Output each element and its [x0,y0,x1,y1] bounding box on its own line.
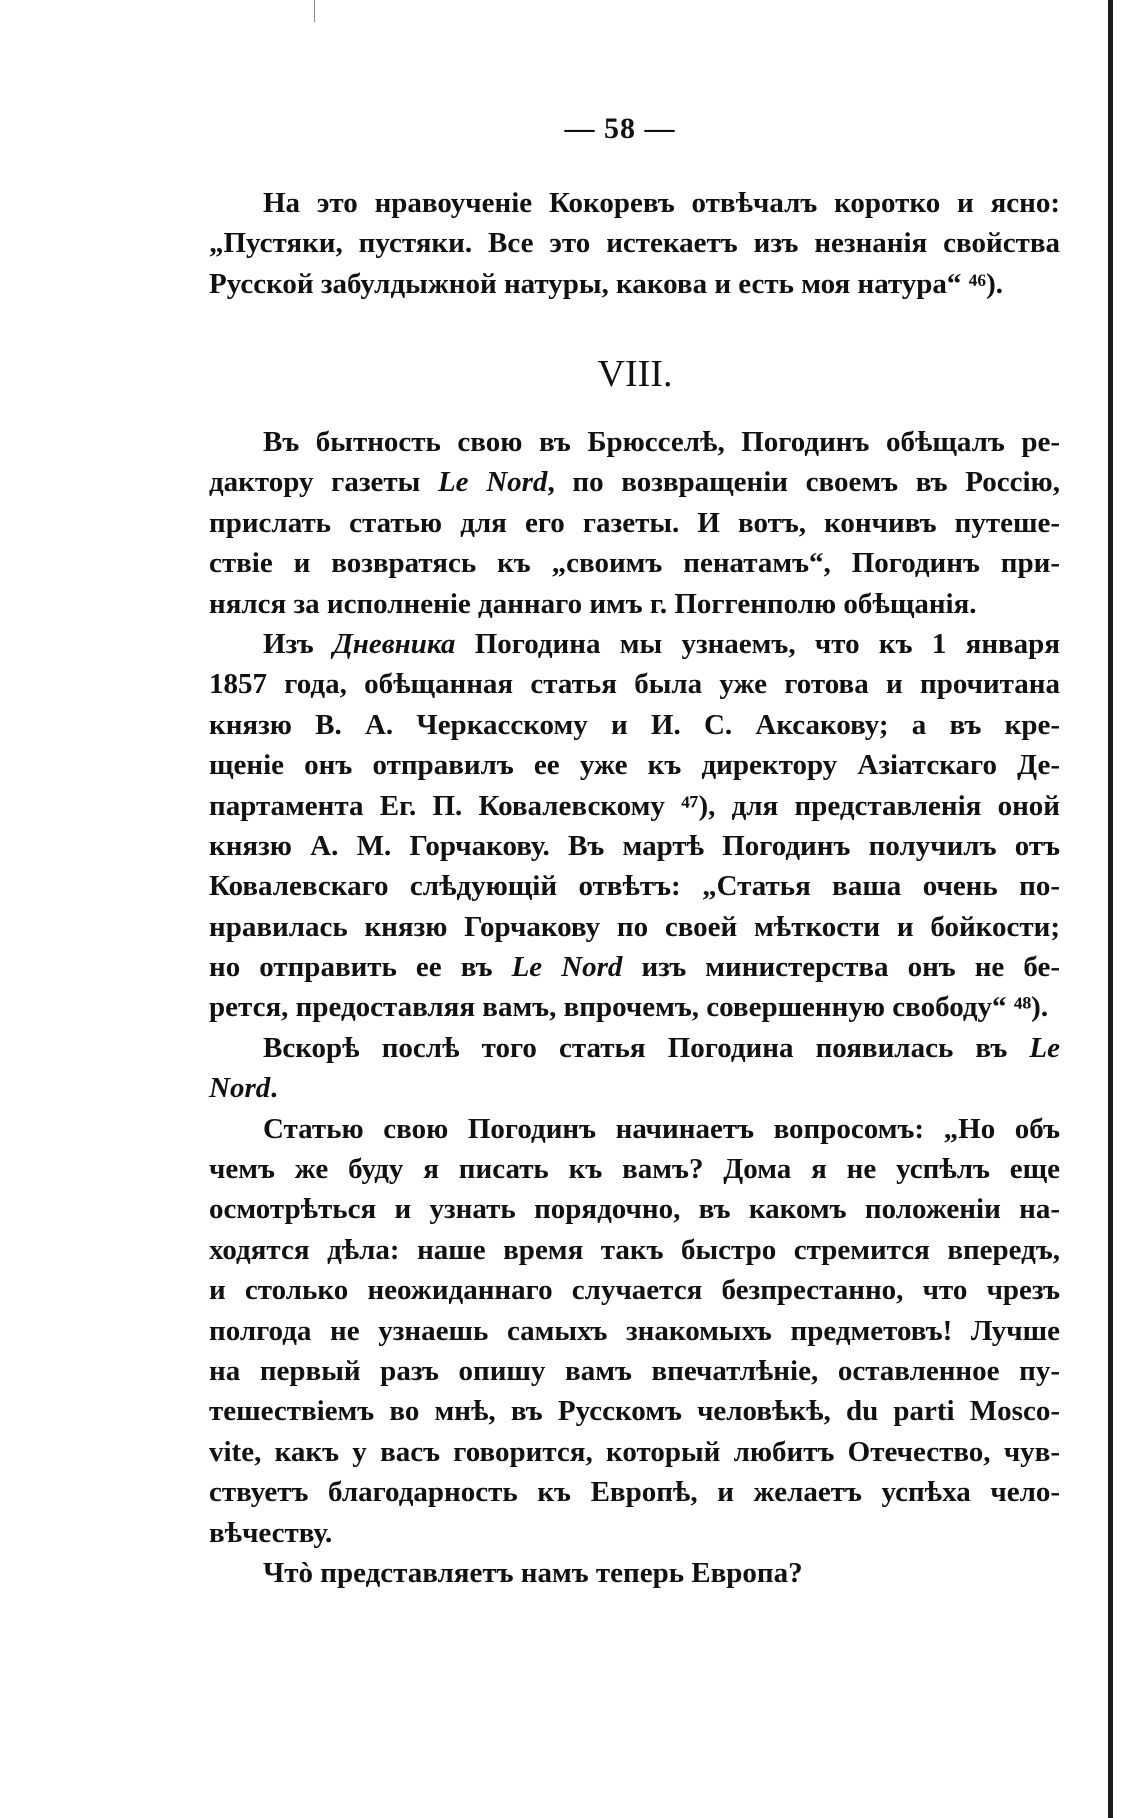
text-line: Чтò представляетъ намъ теперь Европа? [263,1556,803,1589]
italic-text: Nord [209,1072,271,1105]
text-line: чемъ же буду я писать къ вамъ? Дома я не успѣлъ еще [209,1153,1060,1186]
text-line: Статью свою Погодинъ начинаетъ вопросомъ: „Но объ [263,1112,1060,1145]
text-line: На это нравоученіе Кокоревъ отвѣчалъ коротко и ясно: [263,187,1060,219]
text-line: ствіе и возвратясь къ „своимъ пенатамъ“, Погодинъ при- [209,547,1060,580]
text-segment: изъ министерства онъ не бе- [622,951,1060,984]
text-line: Въ бытность свою въ Брюсселѣ, Погодинъ обѣщалъ ре- [263,426,1060,458]
text-line [209,1028,1060,1068]
text-line: тешествіемъ во мнѣ, въ Русскомъ человѣкѣ, du parti Mosco- [209,1395,1060,1428]
text-line: Ковалевскаго слѣдующій отвѣтъ: „Статья ваша очень по- [209,870,1060,903]
text-line: вѣчеству. [209,1516,333,1549]
text-line: нравилась князю Горчакову по своей мѣткости и бойкости; [209,910,1060,943]
italic-text: Le Nord [437,466,548,499]
text-line: Русской забулдыжной натуры, какова и есть моя натура“ ⁴⁶). [209,267,1003,300]
text-segment: Погодина мы узнаемъ, что къ 1 января [455,627,1061,660]
text-segment: но отправить ее въ [209,951,512,984]
opening-paragraph [209,183,1060,304]
text-line: князю А. М. Горчакову. Въ мартѣ Погодинъ получилъ отъ [209,829,1060,862]
scan-mark [314,0,315,22]
text-line: князю В. А. Черкасскому и И. С. Аксакову; а въ кре- [209,708,1060,741]
text-line: партамента Ег. П. Ковалевскому ⁴⁷), для представленія оной [209,789,1060,822]
text-line [209,624,1060,664]
text-line: ходятся дѣла: наше время такъ быстро стремится впередъ, [209,1233,1060,1266]
text-segment: дактору газеты [209,466,438,499]
text-line: 1857 года, обѣщанная статья была уже готова и прочитана [209,668,1060,701]
text-line [209,1068,1060,1108]
page-number: — 58 — [564,112,676,145]
page-edge-border [1108,0,1113,1818]
text-line: нялся за исполненіе даннаго имъ г. Поггенполю обѣщанія. [209,587,977,620]
text-line: vite, какъ у васъ говорится, который любитъ Отечество, чув- [209,1435,1060,1468]
text-line [209,947,1060,987]
text-line: на первый разъ опишу вамъ впечатлѣніе, оставленное пу- [209,1354,1060,1387]
text-line: ствуетъ благодарность къ Европѣ, и желаетъ успѣха чело- [209,1476,1060,1509]
text-line: „Пустяки, пустяки. Все это истекаетъ изъ незнанія свойства [209,227,1060,260]
italic-text: Le [1029,1031,1060,1064]
text-segment: Изъ [263,627,333,660]
text-segment: , по возвращеніи своемъ въ Россію, [547,466,1060,499]
text-segment: . [270,1072,278,1105]
section-heading: VIII. [597,353,673,395]
italic-text: Дневника [332,627,456,660]
text-line: щеніе онъ отправилъ ее уже къ директору Азіатскаго Де- [209,749,1060,782]
text-line: полгода не узнаешь самыхъ знакомыхъ предметовъ! Лучше [209,1314,1060,1347]
text-line: осмотрѣться и узнать порядочно, въ какомъ положеніи на- [209,1193,1060,1226]
text-line: и столько неожиданнаго случается безпрестанно, что чрезъ [209,1274,1060,1307]
text-line: рется, предоставляя вамъ, впрочемъ, совершенную свободу“ ⁴⁸). [209,991,1049,1024]
text-line: прислать статью для его газеты. И вотъ, кончивъ путеше- [209,506,1060,539]
text-segment: Вскорѣ послѣ того статья Погодина появилась въ [263,1031,1030,1064]
body-text [209,422,1060,1593]
text-line [209,462,1060,502]
italic-text: Le Nord [511,951,623,984]
